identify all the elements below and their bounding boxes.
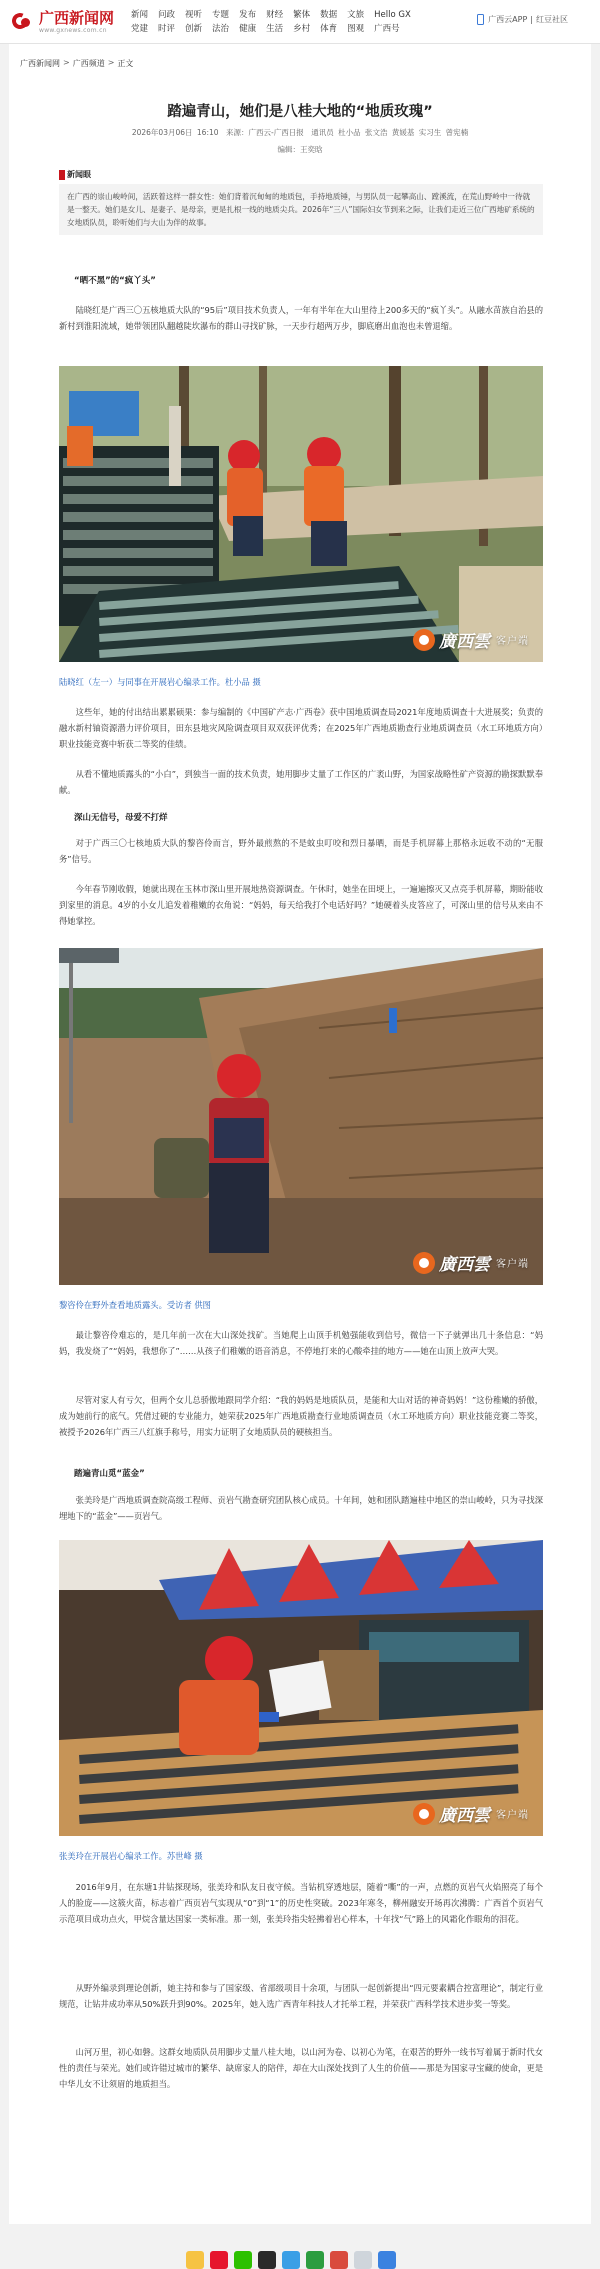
- site-header: [0, 0, 600, 44]
- watermark-suffix: 客户端: [496, 1259, 529, 1270]
- watermark: [413, 627, 529, 652]
- gxy-logo-icon: [413, 1252, 435, 1274]
- nav-item[interactable]: 新闻: [131, 10, 149, 20]
- app-link[interactable]: 广西云APP: [488, 15, 528, 24]
- nav-item[interactable]: 体育: [320, 24, 338, 34]
- section-subtitle: 深山无信号，母爱不打烊: [74, 813, 168, 823]
- gxy-logo-icon: [413, 1803, 435, 1825]
- section-subtitle: “晒不黑”的“疯丫头”: [74, 276, 156, 286]
- nav-item[interactable]: 法治: [212, 24, 230, 34]
- nav-item[interactable]: 健康: [239, 24, 257, 34]
- community-link[interactable]: 红豆社区: [536, 15, 568, 24]
- douban-icon[interactable]: [306, 2251, 324, 2269]
- nav-item[interactable]: 创新: [185, 24, 203, 34]
- nav-item[interactable]: 生活: [266, 24, 284, 34]
- core-logging-photo: [59, 366, 543, 662]
- breadcrumb-separator: >: [63, 58, 70, 67]
- page-title: 踏遍青山，她们是八桂大地的“地质玫瑰”: [167, 104, 433, 120]
- photo-caption: 陆晓红（左一）与同事在开展岩心编录工作。杜小品 摄: [59, 677, 261, 687]
- phone-icon: [477, 14, 484, 25]
- nav-item[interactable]: 乡村: [293, 24, 311, 34]
- header-links: [477, 14, 568, 25]
- nav-item[interactable]: 财经: [266, 10, 284, 20]
- page-icon[interactable]: [354, 2251, 372, 2269]
- copy-icon[interactable]: [330, 2251, 348, 2269]
- breadcrumb-section[interactable]: 广西频道: [72, 59, 105, 68]
- paragraph: 今年春节刚收假，她就出现在玉林市深山里开展地热资源调查。午休时，她坐在田埂上，一遍遍擦灭又点亮手机屏幕，期盼能收到家里的消息。4岁的小女儿追发着稚嫩的衣角说：“妈妈，每天给我打个电话好吗？”她硬着头皮答应了，可深山里的信号从来由不得她掌控。: [59, 884, 543, 926]
- wechat-icon[interactable]: [234, 2251, 252, 2269]
- article-meta: 2026年03月06日 16:10 来源：广西云-广西日报 通讯员 杜小品 张文浩 黄媛基 实习生 曾宪楠: [131, 128, 469, 137]
- photo-1: [59, 366, 543, 662]
- nav-item[interactable]: 数据: [320, 10, 338, 20]
- paragraph: 陆晓红是广西三〇五核地质大队的“95后”项目技术负责人，一年有半年在大山里待上200多天的“疯丫头”。从融水苗族自治县的新村到淮阳流域，她带领团队翻越陡坎瀑布的群山寻找矿脉，一天步行超两万步，脚底磨出血泡也未曾退缩。: [59, 305, 543, 331]
- photo-caption: 张美玲在开展岩心编录工作。苏世峰 摄: [59, 1851, 203, 1861]
- watermark-text: 廣西雲: [439, 1806, 490, 1826]
- news-eye-label: [59, 169, 91, 180]
- logo-url: www.gxnews.com.cn: [39, 26, 107, 34]
- paragraph: 尽管对家人有亏欠，但两个女儿总骄傲地跟同学介绍：“我的妈妈是地质队员，是能和大山对话的神奇妈妈！”这份稚嫩的骄傲，成为她前行的底气。凭借过硬的专业能力，她荣获2025年广西地质勘查行业地质调查员（水工环地质方向）职业技能竞赛二等奖，被授予2026年广西三八红旗手称号，用实力证明了女地质队员的硬核担当。: [59, 1395, 543, 1437]
- main-nav: [131, 9, 411, 36]
- logo-title: 广西新闻网: [39, 8, 115, 27]
- watermark-suffix: 客户端: [496, 1810, 529, 1821]
- nav-item[interactable]: 问政: [158, 10, 176, 20]
- paragraph: 2016年9月，在东塘1井钻探现场，张美玲和队友日夜守候。当钻机穿透地层，随着“嘶”的一声，点燃的页岩气火焰照亮了每个人的脸庞——这簇火苗，标志着广西页岩气实现从“0”到“1”的历史性突破。2023年寒冬，柳州融安开场再次沸腾：广西首个页岩气示范项目成功点火，甲烷含量达国家一类标准。那一刻，张美玲指尖轻拂着岩心样本，十年找“气”路上的风霜化作眼角的泪花。: [59, 1882, 543, 1924]
- paragraph: 最让黎咨伶难忘的，是几年前一次在大山深处找矿。当她爬上山顶手机勉强能收到信号，微信一下子就弹出几十条信息：“妈妈，我发烧了”“妈妈，我想你了”……从孩子们稚嫩的语音消息，不停地打来的心酸牵挂的地方——她在山顶上放声大哭。: [59, 1330, 543, 1356]
- paragraph: 从看不懂地质露头的“小白”，到独当一面的技术负责，她用脚步丈量了工作区的广袤山野，为国家战略性矿产资源的勘探默默奉献。: [59, 769, 543, 795]
- gxy-logo-icon: [413, 629, 435, 651]
- breadcrumb-separator: >: [107, 58, 115, 67]
- breadcrumb-current: 正文: [117, 59, 134, 68]
- watermark-text: 廣西雲: [439, 632, 490, 652]
- paragraph: 山河万里，初心如磐。这群女地质队员用脚步丈量八桂大地，以山河为卷、以初心为笔，在艰苦的野外一线书写着属于新时代女性的责任与荣光。她们或许错过城市的繁华、缺席家人的陪伴，却在大山深处找到了人生的价值——那是为国家寻宝藏的使命，更是中华儿女不让须眉的地质担当。: [59, 2047, 543, 2089]
- logo-mark-icon: [12, 11, 36, 33]
- watermark-suffix: 客户端: [496, 636, 529, 647]
- nav-item[interactable]: Hello GX: [374, 10, 411, 20]
- weibo-icon[interactable]: [210, 2251, 228, 2269]
- article-summary: 在广西的崇山峻岭间，活跃着这样一群女性：她们背着沉甸甸的地质包，手持地质锤，与男队员一起攀高山、蹚溪流，在荒山野岭中一待就是一整天。她们是女儿、是妻子、是母亲，更是扎根一线的地质尖兵。2026年“三八”国际妇女节到来之际，让我们走近三位广西地矿系统的女地质队员，聆听她们与大山为伴的故事。: [59, 184, 543, 235]
- paragraph: 从野外编录到理论创新，她主持和参与了国家级、省部级项目十余项，与团队一起创新提出“四元要素耦合控富理论”，制定行业规范，让钻井成功率从50%跃升到90%。2025年，她入选广西青年科技人才托举工程，并荣获广西科学技术进步奖一等奖。: [59, 1983, 543, 2009]
- field-outcrop-photo: [59, 948, 543, 1285]
- breadcrumb-home[interactable]: 广西新闻网: [20, 59, 60, 68]
- shale-core-photo: [59, 1540, 543, 1836]
- nav-item[interactable]: 文旅: [347, 10, 365, 20]
- qq-icon[interactable]: [258, 2251, 276, 2269]
- watermark: [413, 1250, 529, 1275]
- photo-caption: 黎咨伶在野外查看地质露头。受访者 供图: [59, 1300, 211, 1310]
- section-subtitle: 踏遍青山觅“蓝金”: [74, 1469, 145, 1479]
- content-area: [9, 44, 591, 2224]
- nav-item[interactable]: 繁体: [293, 10, 311, 20]
- nav-item[interactable]: 时评: [158, 24, 176, 34]
- share-bar: [186, 2251, 396, 2269]
- nav-item[interactable]: 党建: [131, 24, 149, 34]
- plus-icon[interactable]: [378, 2251, 396, 2269]
- star-icon[interactable]: [186, 2251, 204, 2269]
- photo-2: [59, 948, 543, 1285]
- watermark: [413, 1801, 529, 1826]
- qzone-icon[interactable]: [282, 2251, 300, 2269]
- red-bar-icon: [59, 170, 65, 180]
- nav-item[interactable]: 图观: [347, 24, 365, 34]
- news-eye-text: 新闻眼: [67, 170, 91, 179]
- breadcrumb: [20, 58, 133, 69]
- nav-item[interactable]: 视听: [185, 10, 203, 20]
- article-editor: 编辑：王奕晗: [277, 145, 323, 154]
- nav-item[interactable]: 专题: [212, 10, 230, 20]
- paragraph: 张美玲是广西地质调查院高级工程师、贡岩气勘查研究团队核心成员。十年间，她和团队踏遍桂中地区的崇山峻岭，只为寻找深埋地下的“蓝金”——页岩气。: [59, 1495, 543, 1521]
- nav-item[interactable]: 发布: [239, 10, 257, 20]
- nav-item[interactable]: 广西号: [374, 24, 400, 34]
- paragraph: 对于广西三〇七核地质大队的黎咨伶而言，野外最煎熬的不是蚊虫叮咬和烈日暴晒，而是手机屏幕上那格永远收不动的“无服务”信号。: [59, 838, 543, 864]
- watermark-text: 廣西雲: [439, 1255, 490, 1275]
- photo-3: [59, 1540, 543, 1836]
- separator: |: [530, 15, 533, 24]
- paragraph: 这些年，她的付出结出累累硕果：参与编制的《中国矿产志·广西卷》获中国地质调查局2021年度地质调查十大进展奖；负责的融水新村铀资源潜力评价项目，田东县地灾风险调查项目双双获评优秀；在2025年广西地质勘查行业地质调查员（水工环地质方向）职业技能竞赛中斩获二等奖的佳绩。: [59, 707, 543, 749]
- site-logo[interactable]: [12, 8, 114, 36]
